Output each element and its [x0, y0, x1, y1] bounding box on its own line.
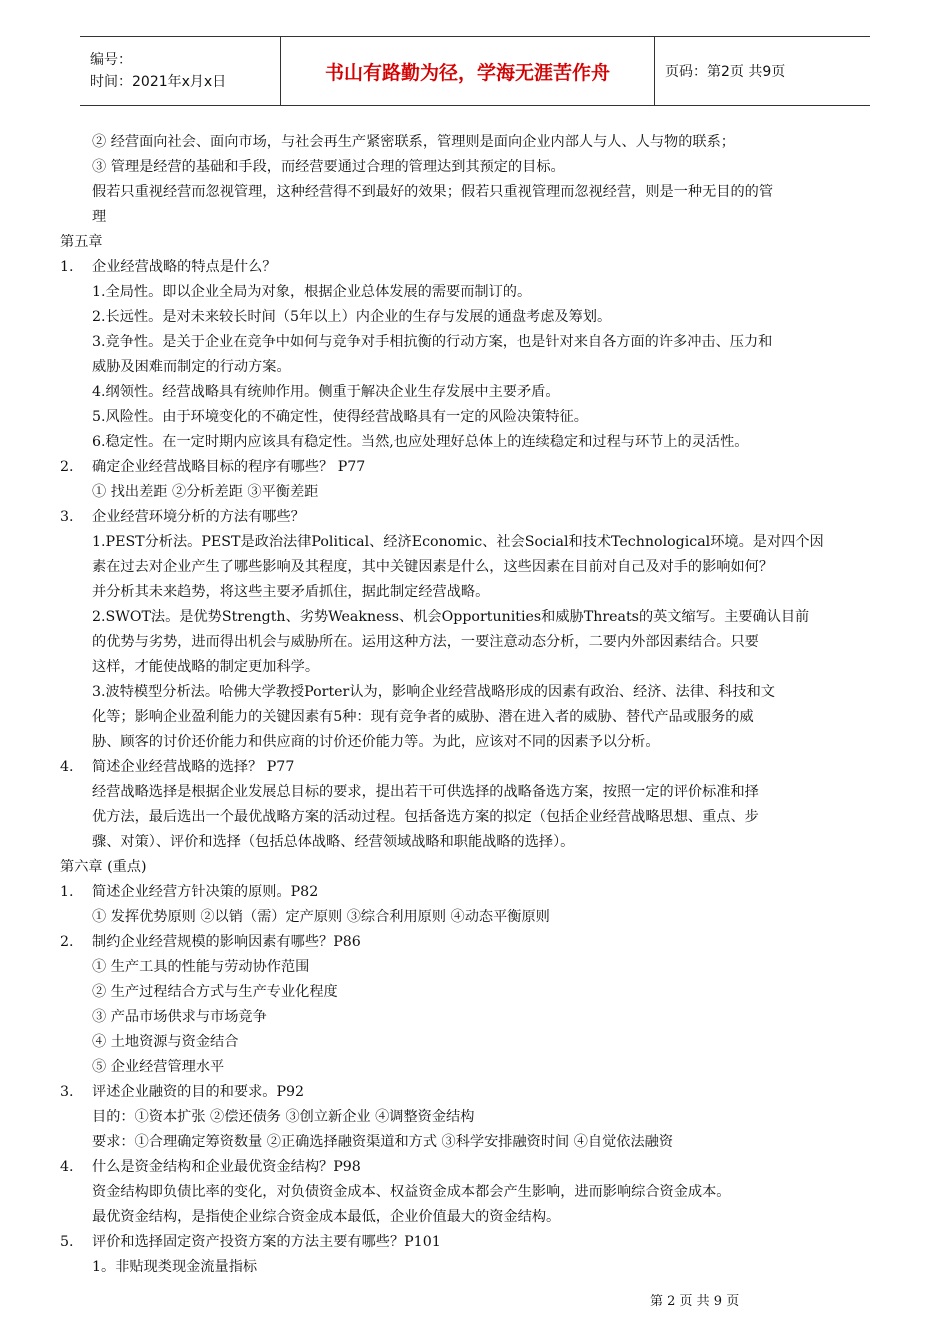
question-item	[60, 505, 910, 530]
intro-line: ② 经营面向社会、面向市场，与社会再生产紧密联系，管理则是面向企业内部人与人、人与物的联系；	[92, 134, 735, 150]
answer-line: 最优资金结构，是指使企业综合资金成本最低，企业价值最大的资金结构。	[92, 1209, 561, 1225]
question-number: 1.	[60, 259, 74, 275]
question-item	[60, 1080, 910, 1105]
answer-line: ③ 产品市场供求与市场竞争	[92, 1009, 267, 1025]
header-page-cell	[655, 37, 870, 105]
chapter-5-title: 第五章	[60, 234, 103, 250]
page-info: 页码：第2页 共9页	[665, 64, 786, 80]
answer-line: 3.竞争性。是关于企业在竞争中如何与竞争对手相抗衡的行动方案，也是针对来自各方面的许多冲击、压力和	[92, 334, 773, 350]
question-text: 确定企业经营战略目标的程序有哪些？ P77	[92, 459, 366, 475]
answer-line: 化等；影响企业盈利能力的关键因素有5种：现有竞争者的威胁、潜在进入者的威胁、替代产品或服务的威	[92, 709, 754, 725]
question-item	[60, 255, 910, 280]
answer-line: ⑤ 企业经营管理水平	[92, 1059, 225, 1075]
number-label: 编号：	[90, 52, 132, 68]
answer-line: 1.PEST分析法。PEST是政治法律Political、经济Economic、社会Social和技术Technological环境。是对四个因	[92, 534, 824, 550]
answer-line: 并分析其未来趋势，将这些主要矛盾抓住，据此制定经营战略。	[92, 584, 490, 600]
question-item	[60, 755, 910, 780]
answer-line: ① 找出差距 ②分析差距 ③平衡差距	[92, 484, 319, 500]
answer-line: ④ 土地资源与资金结合	[92, 1034, 239, 1050]
question-number: 2.	[60, 459, 74, 475]
answer-line: 要求：①合理确定筹资数量 ②正确选择融资渠道和方式 ③科学安排融资时间 ④自觉依法融资	[92, 1134, 674, 1150]
chapter-6-title: 第六章 (重点)	[60, 859, 147, 875]
date-label: 时间：2021年x月x日	[90, 74, 227, 90]
answer-line: 3.波特模型分析法。哈佛大学教授Porter认为，影响企业经营战略形成的因素有政治、经济、法律、科技和文	[92, 684, 775, 700]
page-footer: 第 2 页 共 9 页	[650, 1294, 740, 1309]
document-body	[60, 130, 910, 1280]
page-header	[80, 36, 870, 106]
answer-line: 1。非贴现类现金流量指标	[92, 1259, 258, 1275]
answer-line: 5.风险性。由于环境变化的不确定性，使得经营战略具有一定的风险决策特征。	[92, 409, 588, 425]
answer-line: ① 生产工具的性能与劳动协作范围	[92, 959, 310, 975]
answer-line: 2.长远性。是对未来较长时间（5年以上）内企业的生存与发展的通盘考虑及筹划。	[92, 309, 612, 325]
question-item	[60, 930, 910, 955]
question-number: 4.	[60, 1159, 74, 1175]
answer-line: 4.纲领性。经营战略具有统帅作用。侧重于解决企业生存发展中主要矛盾。	[92, 384, 560, 400]
answer-line: 威胁及困难而制定的行动方案。	[92, 359, 291, 375]
answer-line: 胁、顾客的讨价还价能力和供应商的讨价还价能力等。为此，应该对不同的因素予以分析。	[92, 734, 660, 750]
answer-line: ① 发挥优势原则 ②以销（需）定产原则 ③综合利用原则 ④动态平衡原则	[92, 909, 550, 925]
intro-line: ③ 管理是经营的基础和手段，而经营要通过合理的管理达到其预定的目标。	[92, 159, 565, 175]
question-number: 3.	[60, 1084, 74, 1100]
question-number: 4.	[60, 759, 74, 775]
question-number: 2.	[60, 934, 74, 950]
question-number: 1.	[60, 884, 74, 900]
header-motto-cell	[281, 37, 655, 105]
question-text: 什么是资金结构和企业最优资金结构？P98	[92, 1159, 361, 1175]
answer-line: 素在过去对企业产生了哪些影响及其程度，其中关键因素是什么，这些因素在目前对自己及对手的影响如何？	[92, 559, 774, 575]
answer-line: 经营战略选择是根据企业发展总目标的要求，提出若干可供选择的战略备选方案，按照一定的评价标准和择	[92, 784, 759, 800]
answer-line: 的优势与劣势，进而得出机会与威胁所在。运用这种方法，一要注意动态分析，二要内外部因素结合。只要	[92, 634, 759, 650]
question-text: 简述企业经营方针决策的原则。P82	[92, 884, 319, 900]
answer-line: 1.全局性。即以企业全局为对象，根据企业总体发展的需要而制订的。	[92, 284, 532, 300]
question-item	[60, 1155, 910, 1180]
question-text: 评述企业融资的目的和要求。P92	[92, 1084, 305, 1100]
answer-line: 优方法，最后选出一个最优战略方案的活动过程。包括备选方案的拟定（包括企业经营战略思想、重点、步	[92, 809, 759, 825]
answer-line: 资金结构即负债比率的变化，对负债资金成本、权益资金成本都会产生影响，进而影响综合资金成本。	[92, 1184, 731, 1200]
answer-line: 6.稳定性。在一定时期内应该具有稳定性。当然,也应处理好总体上的连续稳定和过程与环节上的灵活性。	[92, 434, 749, 450]
question-item	[60, 1230, 910, 1255]
answer-line: 骤、对策）、评价和选择（包括总体战略、经营领域战略和职能战略的选择）。	[92, 834, 575, 850]
question-text: 简述企业经营战略的选择？ P77	[92, 759, 295, 775]
header-left-cell	[80, 37, 281, 105]
answer-line: 这样，才能使战略的制定更加科学。	[92, 659, 320, 675]
answer-line: ② 生产过程结合方式与生产专业化程度	[92, 984, 338, 1000]
question-text: 评价和选择固定资产投资方案的方法主要有哪些？P101	[92, 1234, 441, 1250]
question-text: 制约企业经营规模的影响因素有哪些？P86	[92, 934, 361, 950]
motto-text: 书山有路勤为径，学海无涯苦作舟	[324, 61, 610, 84]
answer-line: 目的：①资本扩张 ②偿还债务 ③创立新企业 ④调整资金结构	[92, 1109, 475, 1125]
question-text: 企业经营环境分析的方法有哪些？	[92, 509, 305, 525]
question-text: 企业经营战略的特点是什么？	[92, 259, 277, 275]
intro-line: 假若只重视经营而忽视管理，这种经营得不到最好的效果；假若只重视管理而忽视经营，则是一种无目的的管	[92, 184, 774, 200]
question-item	[60, 880, 910, 905]
intro-line: 理	[92, 209, 107, 225]
question-number: 3.	[60, 509, 74, 525]
answer-line: 2.SWOT法。是优势Strength、劣势Weakness、机会Opportunities和威胁Threats的英文缩写。主要确认目前	[92, 609, 810, 625]
question-number: 5.	[60, 1234, 74, 1250]
question-item	[60, 455, 910, 480]
